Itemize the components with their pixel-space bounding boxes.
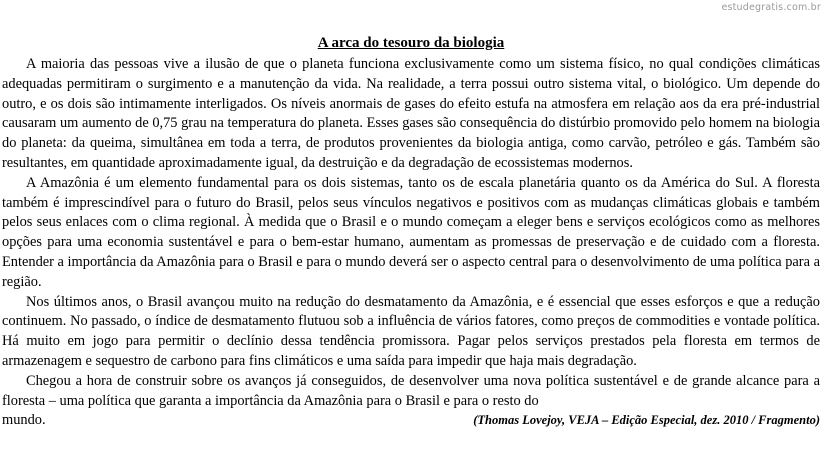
paragraph-4: Chegou a hora de construir sobre os avanços já conseguidos, de desenvolver uma nova política sustentável e de grande alcance para a floresta – uma política que garanta a importância da Amazônia para o Brasil e para o resto do bbox=[2, 372, 820, 409]
source-citation: (Thomas Lovejoy, VEJA – Edição Especial, dez. 2010 / Fragmento) bbox=[473, 413, 820, 428]
paragraph-1: A maioria das pessoas vive a ilusão de que o planeta funciona exclusivamente como um sistema físico, no qual condições climáticas adequadas permitiram o surgimento e a manutenção da vida. Na realidade, a terra possui outro sistema vital, o biológico. Um depende do outro, e os dois são intimamente interligados. Os níveis anormais de gases do efeito estufa na atmosfera em relação aos da era pré-industrial causaram um aumento de 0,75 grau na temperatura do planeta. Esses gases são consequência do distúrbio promovido pelo homem na biologia do planeta: da queima, simultânea em toda a terra, de produtos provenientes da biologia antiga, como carvão, petróleo e gás. Também são resultantes, em quantidade aproximadamente igual, da destruição e da degradação de ecossistemas modernos. bbox=[2, 56, 820, 171]
watermark: estudegratis.com.br bbox=[721, 2, 821, 13]
document-title: A arca do tesouro da biologia bbox=[317, 35, 505, 51]
paragraph-4-end: mundo. bbox=[2, 412, 46, 429]
paragraph-3: Nos últimos anos, o Brasil avançou muito na redução do desmatamento da Amazônia, e é essencial que esses esforços e que a redução continuem. No passado, o índice de desmatamento flutuou sob a influência de vários fatores, como preços de commodities e vontade política. Há muito em jogo para permitir o declínio dessa tendência promissora. Pagar pelos serviços prestados pela floresta em termos de armazenagem e sequestro de carbono para fins climáticos e uma saída para impedir que haja mais degradação. bbox=[2, 293, 820, 369]
document bbox=[2, 34, 820, 431]
closing-line bbox=[2, 411, 820, 431]
paragraph-2: A Amazônia é um elemento fundamental para os dois sistemas, tanto os de escala planetária quanto os da América do Sul. A floresta também é imprescindível para o futuro do Brasil, pelos seus vínculos negativos e positivos com as mudanças climáticas globais e também pelos seus enlaces com o clima regional. À medida que o Brasil e o mundo começam a eleger bens e serviços ecológicos como as melhores opções para uma economia sustentável e para o bem-estar humano, aumentam as promessas de preservação e de cuidado com a floresta. Entender a importância da Amazônia para o Brasil e para o mundo deverá ser o aspecto central para o desenvolvimento de uma política para a região. bbox=[2, 174, 820, 290]
